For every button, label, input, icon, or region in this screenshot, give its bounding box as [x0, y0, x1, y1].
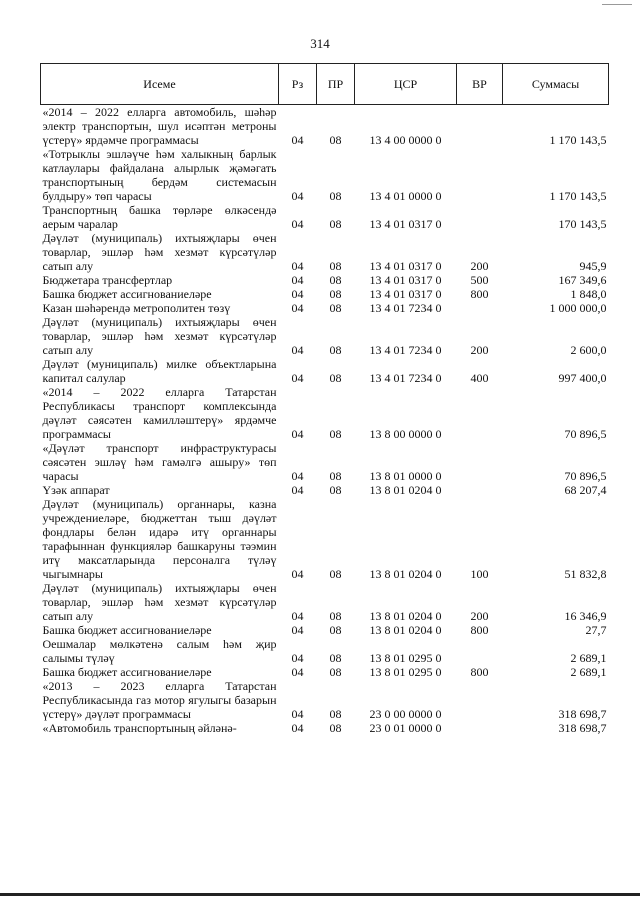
row-name: «Тотрыклы эшләүче һәм халыкның барлык катлаулары файдалана алырлык җәмәгать транспортының бердәм системасын булдыру» төп чарасы [42, 147, 277, 203]
row-sum: 170 143,5 [558, 217, 607, 231]
row-name: «2013 – 2023 елларга Татарстан Республикасында газ мотор ягулыгы базарын үстерү» дәүләт программасы [42, 679, 277, 721]
row-vr [457, 105, 503, 148]
row-vr: 100 [470, 567, 489, 581]
table-row [41, 105, 609, 148]
row-rz: 04 [291, 133, 304, 147]
row-csr: 23 0 00 0000 0 [369, 707, 442, 721]
row-pr: 08 [329, 343, 342, 357]
row-pr: 08 [329, 273, 342, 287]
row-vr [457, 679, 503, 721]
row-sum: 27,7 [585, 623, 607, 637]
table-row [41, 441, 609, 483]
row-csr: 13 4 01 0317 0 [369, 273, 442, 287]
row-sum: 70 896,5 [564, 427, 607, 441]
table-row [41, 273, 609, 287]
table-row [41, 147, 609, 203]
row-vr [457, 147, 503, 203]
row-sum: 997 400,0 [558, 371, 607, 385]
table-row [41, 287, 609, 301]
row-vr: 200 [470, 609, 489, 623]
row-csr: 13 4 01 0317 0 [369, 259, 442, 273]
row-sum: 51 832,8 [564, 567, 607, 581]
row-csr: 13 8 01 0204 0 [369, 623, 442, 637]
row-vr: 400 [470, 371, 489, 385]
row-sum: 1 000 000,0 [549, 301, 607, 315]
row-csr: 13 8 01 0204 0 [369, 483, 442, 497]
header-csr: ЦСР [355, 64, 457, 105]
row-rz: 04 [291, 189, 304, 203]
row-pr: 08 [329, 721, 342, 735]
row-sum: 1 170 143,5 [549, 189, 607, 203]
row-name: Бюджетара трансфертлар [42, 273, 173, 287]
row-csr: 13 4 01 7234 0 [369, 301, 442, 315]
row-sum: 70 896,5 [564, 469, 607, 483]
row-sum: 167 349,6 [558, 273, 607, 287]
row-csr: 13 8 01 0204 0 [369, 609, 442, 623]
row-pr: 08 [329, 567, 342, 581]
row-pr: 08 [329, 259, 342, 273]
row-csr: 23 0 01 0000 0 [369, 721, 442, 735]
header-vr: ВР [457, 64, 503, 105]
row-sum: 2 689,1 [570, 651, 607, 665]
table-row [41, 301, 609, 315]
row-pr: 08 [329, 651, 342, 665]
header-rz: Рз [279, 64, 317, 105]
row-vr: 200 [470, 343, 489, 357]
row-rz: 04 [291, 609, 304, 623]
row-pr: 08 [329, 427, 342, 441]
row-pr: 08 [329, 301, 342, 315]
header-pr: ПР [317, 64, 355, 105]
row-rz: 04 [291, 567, 304, 581]
row-name: «2014 – 2022 елларга автомобиль, шәһәр электр транспортын, шул исәптән метроны үстерү» ярдәмче программасы [42, 105, 277, 147]
row-csr: 13 8 01 0000 0 [369, 469, 442, 483]
row-pr: 08 [329, 623, 342, 637]
row-rz: 04 [291, 469, 304, 483]
row-rz: 04 [291, 301, 304, 315]
row-csr: 13 4 01 7234 0 [369, 371, 442, 385]
row-vr [457, 483, 503, 497]
table-row [41, 679, 609, 721]
row-name: Башка бюджет ассигнованиеләре [42, 665, 212, 679]
row-sum: 16 346,9 [564, 609, 607, 623]
row-name: Дәүләт (муниципаль) милке объектларына капитал салулар [42, 357, 277, 385]
row-name: Үзәк аппарат [42, 483, 110, 497]
row-rz: 04 [291, 287, 304, 301]
table-row [41, 357, 609, 385]
table-row [41, 665, 609, 679]
row-csr: 13 8 01 0295 0 [369, 665, 442, 679]
row-name: Дәүләт (муниципаль) органнары, казна учреждениеләре, бюджеттан тыш дәүләт фондлары белән идарә итү органнары тарафыннан функцияләр башкаруны тәэмин итү максатларында персоналга түләү чыгымнары [42, 497, 277, 581]
table-row [41, 497, 609, 581]
row-name: Башка бюджет ассигнованиеләре [42, 287, 212, 301]
row-sum: 68 207,4 [564, 483, 607, 497]
table-row [41, 231, 609, 273]
table-row [41, 385, 609, 441]
row-vr [457, 721, 503, 735]
scan-corner-mark [602, 4, 632, 5]
budget-table [40, 63, 609, 735]
table-row [41, 721, 609, 735]
row-csr: 13 4 01 7234 0 [369, 343, 442, 357]
table-header-row [41, 64, 609, 105]
row-csr: 13 8 00 0000 0 [369, 427, 442, 441]
row-vr [457, 203, 503, 231]
row-sum: 2 689,1 [570, 665, 607, 679]
header-sum: Суммасы [503, 64, 609, 105]
row-csr: 13 4 01 0000 0 [369, 189, 442, 203]
row-vr: 800 [470, 623, 489, 637]
row-rz: 04 [291, 483, 304, 497]
row-vr: 800 [470, 287, 489, 301]
row-rz: 04 [291, 721, 304, 735]
row-pr: 08 [329, 483, 342, 497]
row-name: Башка бюджет ассигнованиеләре [42, 623, 212, 637]
row-name: Оешмалар мөлкәтенә салым һәм җир салымы түләү [42, 637, 277, 665]
row-csr: 13 4 00 0000 0 [369, 133, 442, 147]
row-sum: 945,9 [579, 259, 607, 273]
row-pr: 08 [329, 371, 342, 385]
row-sum: 1 170 143,5 [549, 133, 607, 147]
row-name: «Автомобиль транспортының әйләнә- [42, 721, 237, 735]
row-rz: 04 [291, 707, 304, 721]
row-pr: 08 [329, 469, 342, 483]
row-sum: 318 698,7 [558, 721, 607, 735]
row-rz: 04 [291, 665, 304, 679]
row-vr: 200 [470, 259, 489, 273]
row-rz: 04 [291, 273, 304, 287]
row-vr [457, 301, 503, 315]
row-name: Транспортның башка төрләре өлкәсендә аерым чаралар [42, 203, 277, 231]
page-number: 314 [310, 36, 330, 51]
row-rz: 04 [291, 217, 304, 231]
row-pr: 08 [329, 217, 342, 231]
row-rz: 04 [291, 371, 304, 385]
row-vr: 500 [470, 273, 489, 287]
row-name: Дәүләт (муниципаль) ихтыяҗлары өчен товарлар, эшләр һәм хезмәт күрсәтүләр сатып алу [42, 581, 277, 623]
row-sum: 1 848,0 [570, 287, 607, 301]
row-rz: 04 [291, 623, 304, 637]
row-vr [457, 441, 503, 483]
row-name: Казан шәһәрендә метрополитен төзү [42, 301, 231, 315]
row-rz: 04 [291, 343, 304, 357]
table-row [41, 637, 609, 665]
table-row [41, 315, 609, 357]
row-rz: 04 [291, 651, 304, 665]
row-pr: 08 [329, 609, 342, 623]
row-csr: 13 4 01 0317 0 [369, 287, 442, 301]
row-vr [457, 385, 503, 441]
row-name: «Дәүләт транспорт инфраструктурасы сәясәтен эшләү һәм гамәлгә ашыру» төп чарасы [42, 441, 277, 483]
table-row [41, 581, 609, 623]
row-rz: 04 [291, 259, 304, 273]
row-pr: 08 [329, 707, 342, 721]
row-vr: 800 [470, 665, 489, 679]
row-pr: 08 [329, 133, 342, 147]
row-csr: 13 8 01 0204 0 [369, 567, 442, 581]
row-sum: 318 698,7 [558, 707, 607, 721]
row-csr: 13 8 01 0295 0 [369, 651, 442, 665]
scan-bottom-edge [0, 893, 640, 896]
row-pr: 08 [329, 189, 342, 203]
table-row [41, 623, 609, 637]
row-name: Дәүләт (муниципаль) ихтыяҗлары өчен товарлар, эшләр һәм хезмәт күрсәтүләр сатып алу [42, 231, 277, 273]
row-pr: 08 [329, 287, 342, 301]
row-name: Дәүләт (муниципаль) ихтыяҗлары өчен товарлар, эшләр һәм хезмәт күрсәтүләр сатып алу [42, 315, 277, 357]
row-name: «2014 – 2022 елларга Татарстан Республикасы транспорт комплексында дәүләт сәясәтен камилләштерү» ярдәмче программасы [42, 385, 277, 441]
row-pr: 08 [329, 665, 342, 679]
row-vr [457, 637, 503, 665]
row-csr: 13 4 01 0317 0 [369, 217, 442, 231]
table-row [41, 203, 609, 231]
row-rz: 04 [291, 427, 304, 441]
header-name: Исеме [41, 64, 279, 105]
row-sum: 2 600,0 [570, 343, 607, 357]
table-row [41, 483, 609, 497]
